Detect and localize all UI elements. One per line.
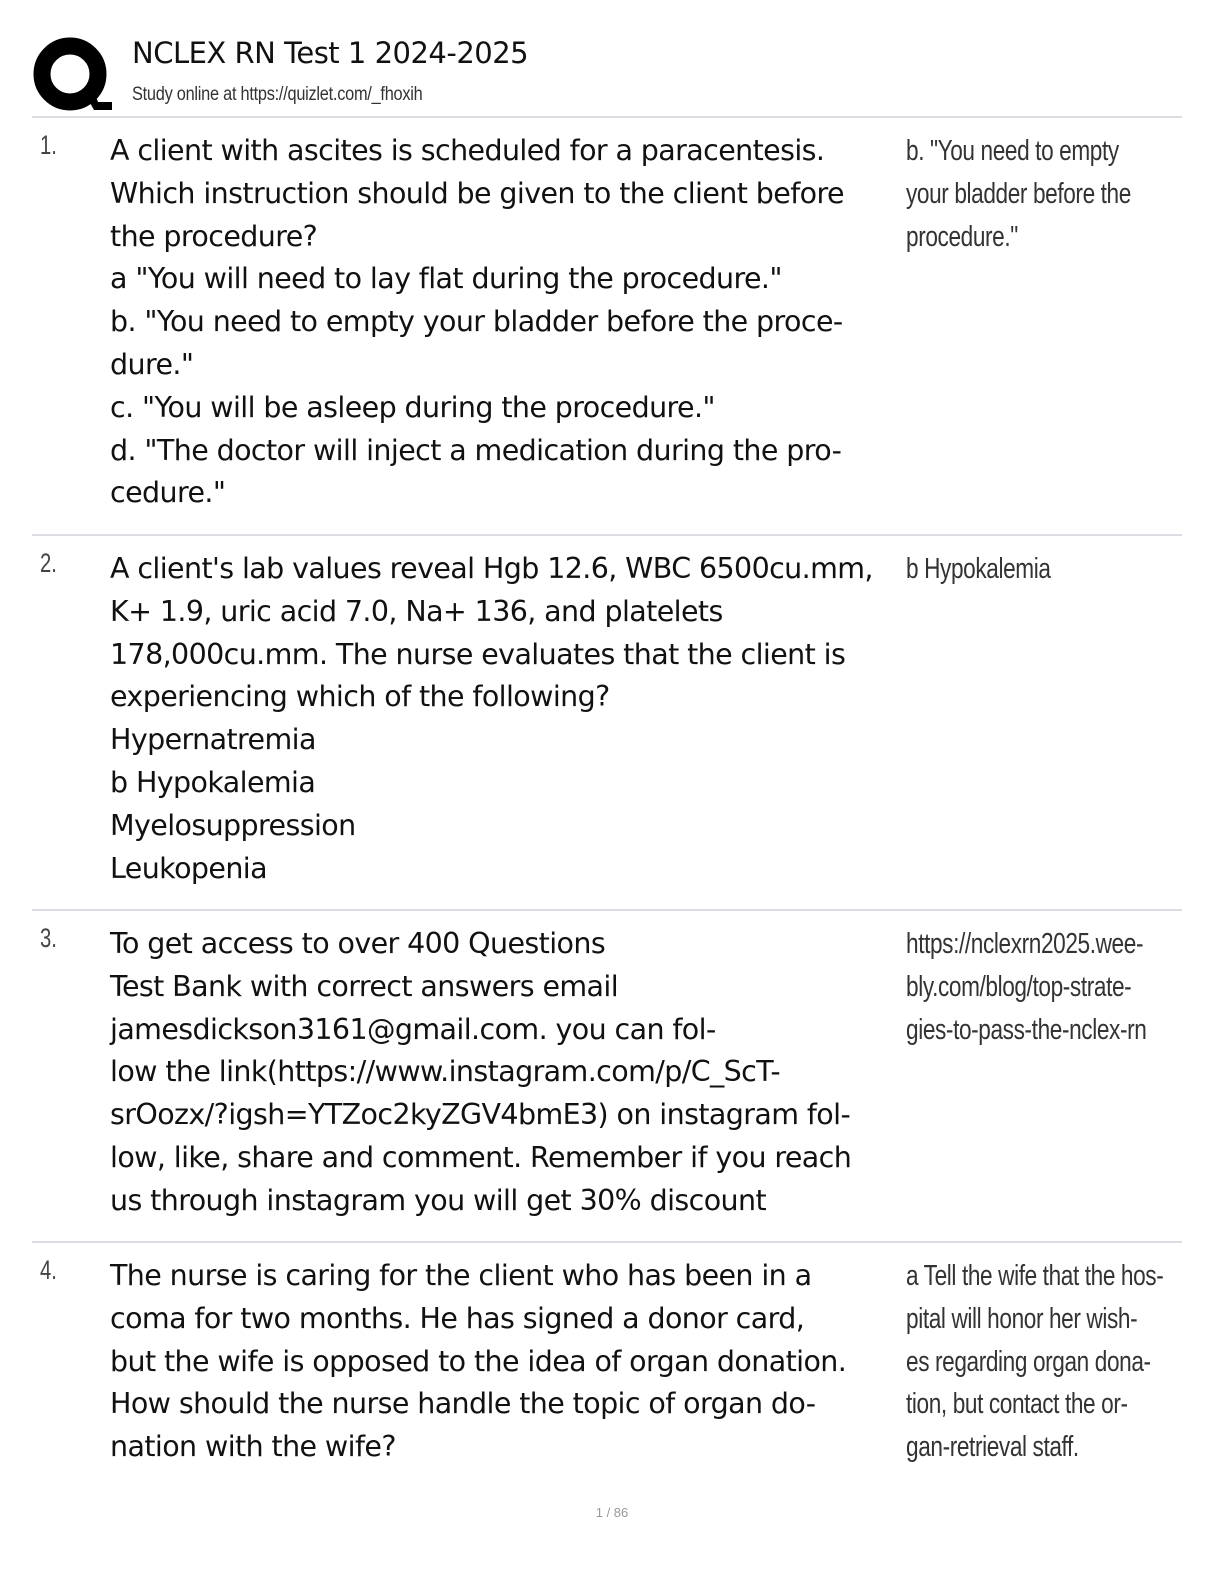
card-answer: b Hypokalemia <box>906 553 1051 585</box>
card-question: The nurse is caring for the client who has been in a coma for two months. He has signed a donor card, but the wife is opposed to the idea of organ donation. How should the nurse handle the topic of organ do- nation with the wife? <box>110 1259 847 1464</box>
card-number: 1. <box>40 130 57 160</box>
card-question: To get access to over 400 Questions Test Bank with correct answers email jamesdickson3161@gmail.com. you can fol- low the link(https://www.instagram.com/p/C_ScT- srOozx/?igsh=YTZoc2kyZGV4bmE3) on instagram fol- low, like, share and comment. Remember if you reach us through instagram you will get 30% discount <box>110 927 852 1217</box>
card-question: A client with ascites is scheduled for a paracentesis. Which instruction should be given to the client before the procedure? a "You will need to lay flat during the procedure." b. "You need to empty your bladder before the proce- dure." c. "You will be asleep during the procedure." d. "The doctor will inject a medication during the pro- cedure." <box>110 134 844 510</box>
study-online-link[interactable]: Study online at https://quizlet.com/_fhoxih <box>132 84 423 105</box>
card-question: A client's lab values reveal Hgb 12.6, WBC 6500cu.mm, K+ 1.9, uric acid 7.0, Na+ 136, and platelets 178,000cu.mm. The nurse evaluates that the client is experiencing which of the following? Hypernatremia b Hypokalemia Myelosuppression Leukopenia <box>110 552 873 885</box>
card-divider <box>32 1241 1182 1243</box>
card-number: 2. <box>40 548 57 578</box>
card-divider <box>32 909 1182 911</box>
card-divider <box>32 534 1182 536</box>
card-answer: a Tell the wife that the hos- pital will honor her wish- es regarding organ dona- tion, but contact the or- gan-retrieval staff. <box>906 1260 1164 1464</box>
quizlet-logo-icon <box>32 36 112 116</box>
header-divider <box>32 116 1182 118</box>
document-header <box>32 36 1182 116</box>
card-number: 4. <box>40 1255 57 1285</box>
document-title: NCLEX RN Test 1 2024-2025 <box>132 36 529 70</box>
card-number: 3. <box>40 923 57 953</box>
card-answer: https://nclexrn2025.wee- bly.com/blog/top-strate- gies-to-pass-the-nclex-rn <box>906 928 1147 1046</box>
card-answer: b. "You need to empty your bladder before the procedure." <box>906 135 1131 253</box>
page-indicator: 1 / 86 <box>595 1505 629 1520</box>
